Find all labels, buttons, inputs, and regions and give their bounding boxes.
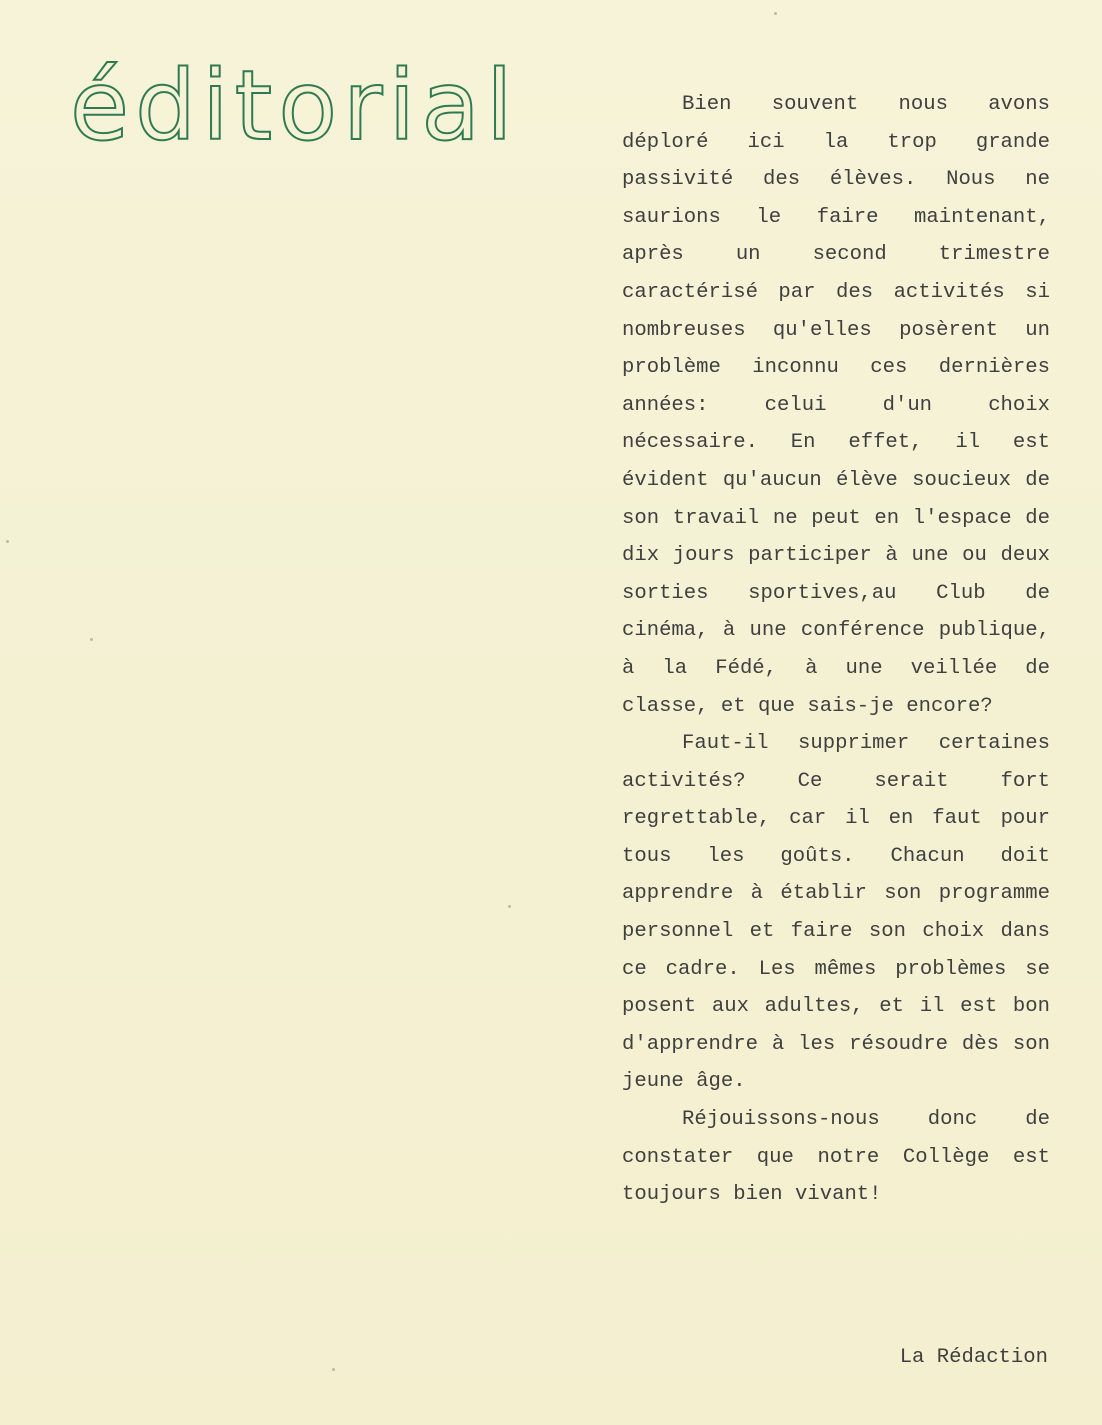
- paper-speck: [6, 540, 9, 543]
- paragraph: Faut-il supprimer certaines activités? Ce serait fort regrettable, car il en faut pour tous les goûts. Chacun doit apprendre à établir son programme personnel et faire son choix dans ce cadre. Les mêmes problèmes se posent aux adultes, et il est bon d'apprendre à les résoudre dès son jeune âge.: [622, 732, 1050, 1094]
- paper-speck: [508, 905, 511, 908]
- paper-speck: [90, 638, 93, 641]
- page-title: éditorial: [70, 50, 519, 162]
- paper-speck: [332, 1368, 335, 1371]
- paper-speck: [774, 12, 777, 15]
- signature: La Rédaction: [899, 1346, 1048, 1369]
- editorial-text-column: [622, 86, 1050, 1214]
- paragraph: Réjouissons-nous donc de constater que notre Collège est toujours bien vivant!: [622, 1108, 1050, 1207]
- paragraph: Bien souvent nous avons déploré ici la trop grande passivité des élèves. Nous ne saurions le faire maintenant, après un second trimestre caractérisé par des activités si nombreuses qu'elles posèrent un problème inconnu ces dernières années: celui d'un choix nécessaire. En effet, il est évident qu'aucun élève soucieux de son travail ne peut en l'espace de dix jours participer à une ou deux sorties sportives,au Club de cinéma, à une conférence publique, à la Fédé, à une veillée de classe, et que sais-je encore?: [622, 93, 1050, 718]
